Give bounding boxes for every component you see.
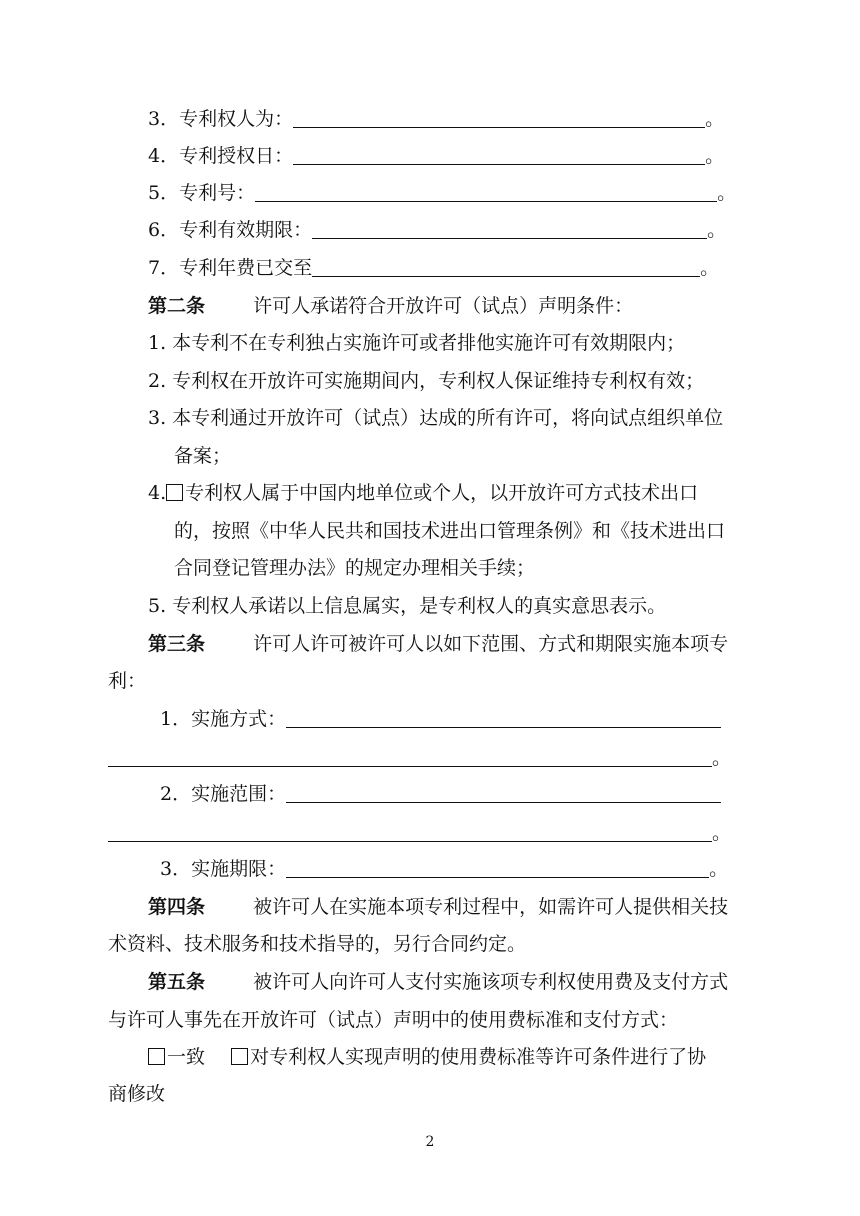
validity-blank[interactable] [312,220,707,239]
annual-fee-blank[interactable] [312,258,700,277]
item-3-patentee: 3．专利权人为： 。 [148,108,725,130]
article-3-intro: 第三条 许可人许可被许可人以如下范围、方式和期限实施本项专 [148,633,729,655]
article-2-intro: 第二条 许可人承诺符合开放许可（试点）声明条件： [148,295,634,317]
checkbox[interactable] [166,484,183,501]
fee-options: 一致 对专利权人实现声明的使用费标准等许可条件进行了协 [148,1045,706,1069]
implementation-scope: 2．实施范围： [160,782,721,806]
checkbox-consistent[interactable] [148,1048,165,1065]
checkbox-negotiated[interactable] [231,1048,248,1065]
article-heading: 第四条 [148,896,206,918]
implementation-method-blank-2[interactable] [108,748,712,767]
article-2-clause-3-cont: 备案； [174,445,232,467]
implementation-method-line-2: 。 [108,746,731,770]
item-6-validity: 6．专利有效期限： 。 [148,219,727,241]
article-5-cont: 与许可人事先在开放许可（试点）声明中的使用费标准和支付方式： [108,1009,679,1031]
implementation-method: 1．实施方式： [160,707,721,731]
page-number: 2 [425,1134,435,1150]
article-2-clause-4: 4. 专利权人属于中国内地单位或个人，以开放许可方式技术出口 [148,482,699,504]
article-heading: 第二条 [148,295,206,317]
article-heading: 第三条 [148,633,206,655]
fee-options-cont: 商修改 [108,1083,166,1105]
article-2-clause-5: 5. 专利权人承诺以上信息属实，是专利权人的真实意思表示。 [148,595,667,617]
article-2-clause-4-cont-1: 的，按照《中华人民共和国技术进出口管理条例》和《技术进出口 [174,520,726,542]
implementation-period-blank[interactable] [286,859,709,878]
implementation-scope-blank-2[interactable] [108,823,712,842]
implementation-scope-line-2: 。 [108,821,731,845]
implementation-scope-blank[interactable] [286,784,721,803]
article-5: 第五条 被许可人向许可人支付实施该项专利权使用费及支付方式 [148,971,729,993]
article-2-clause-2: 2. 专利权在开放许可实施期间内，专利权人保证维持专利权有效； [148,370,705,392]
item-label: 6．专利有效期限： [148,219,313,241]
article-4: 第四条 被许可人在实施本项专利过程中，如需许可人提供相关技 [148,896,729,918]
item-5-patent-number: 5．专利号： 。 [148,182,737,204]
patent-number-blank[interactable] [255,183,717,202]
item-7-annual-fee: 7．专利年费已交至 。 [148,257,720,279]
item-label: 5．专利号： [148,182,256,204]
article-2-clause-3: 3. 本专利通过开放许可（试点）达成的所有许可，将向试点组织单位 [148,407,724,429]
grant-date-blank[interactable] [293,146,705,165]
article-2-clause-4-cont-2: 合同登记管理办法》的规定办理相关手续； [174,557,536,579]
article-heading: 第五条 [148,971,206,993]
patentee-blank[interactable] [293,109,705,128]
item-label: 4．专利授权日： [148,145,294,167]
item-label: 3．专利权人为： [148,108,294,130]
article-2-clause-1: 1. 本专利不在专利独占实施许可或者排他实施许可有效期限内； [148,332,686,354]
article-3-intro-cont: 利： [108,670,147,692]
implementation-period: 3．实施期限： 。 [160,858,729,880]
implementation-method-blank[interactable] [286,709,721,728]
item-4-grant-date: 4．专利授权日： 。 [148,145,725,167]
article-4-cont: 术资料、技术服务和技术指导的，另行合同约定。 [108,933,527,955]
item-label: 7．专利年费已交至 [148,257,313,279]
